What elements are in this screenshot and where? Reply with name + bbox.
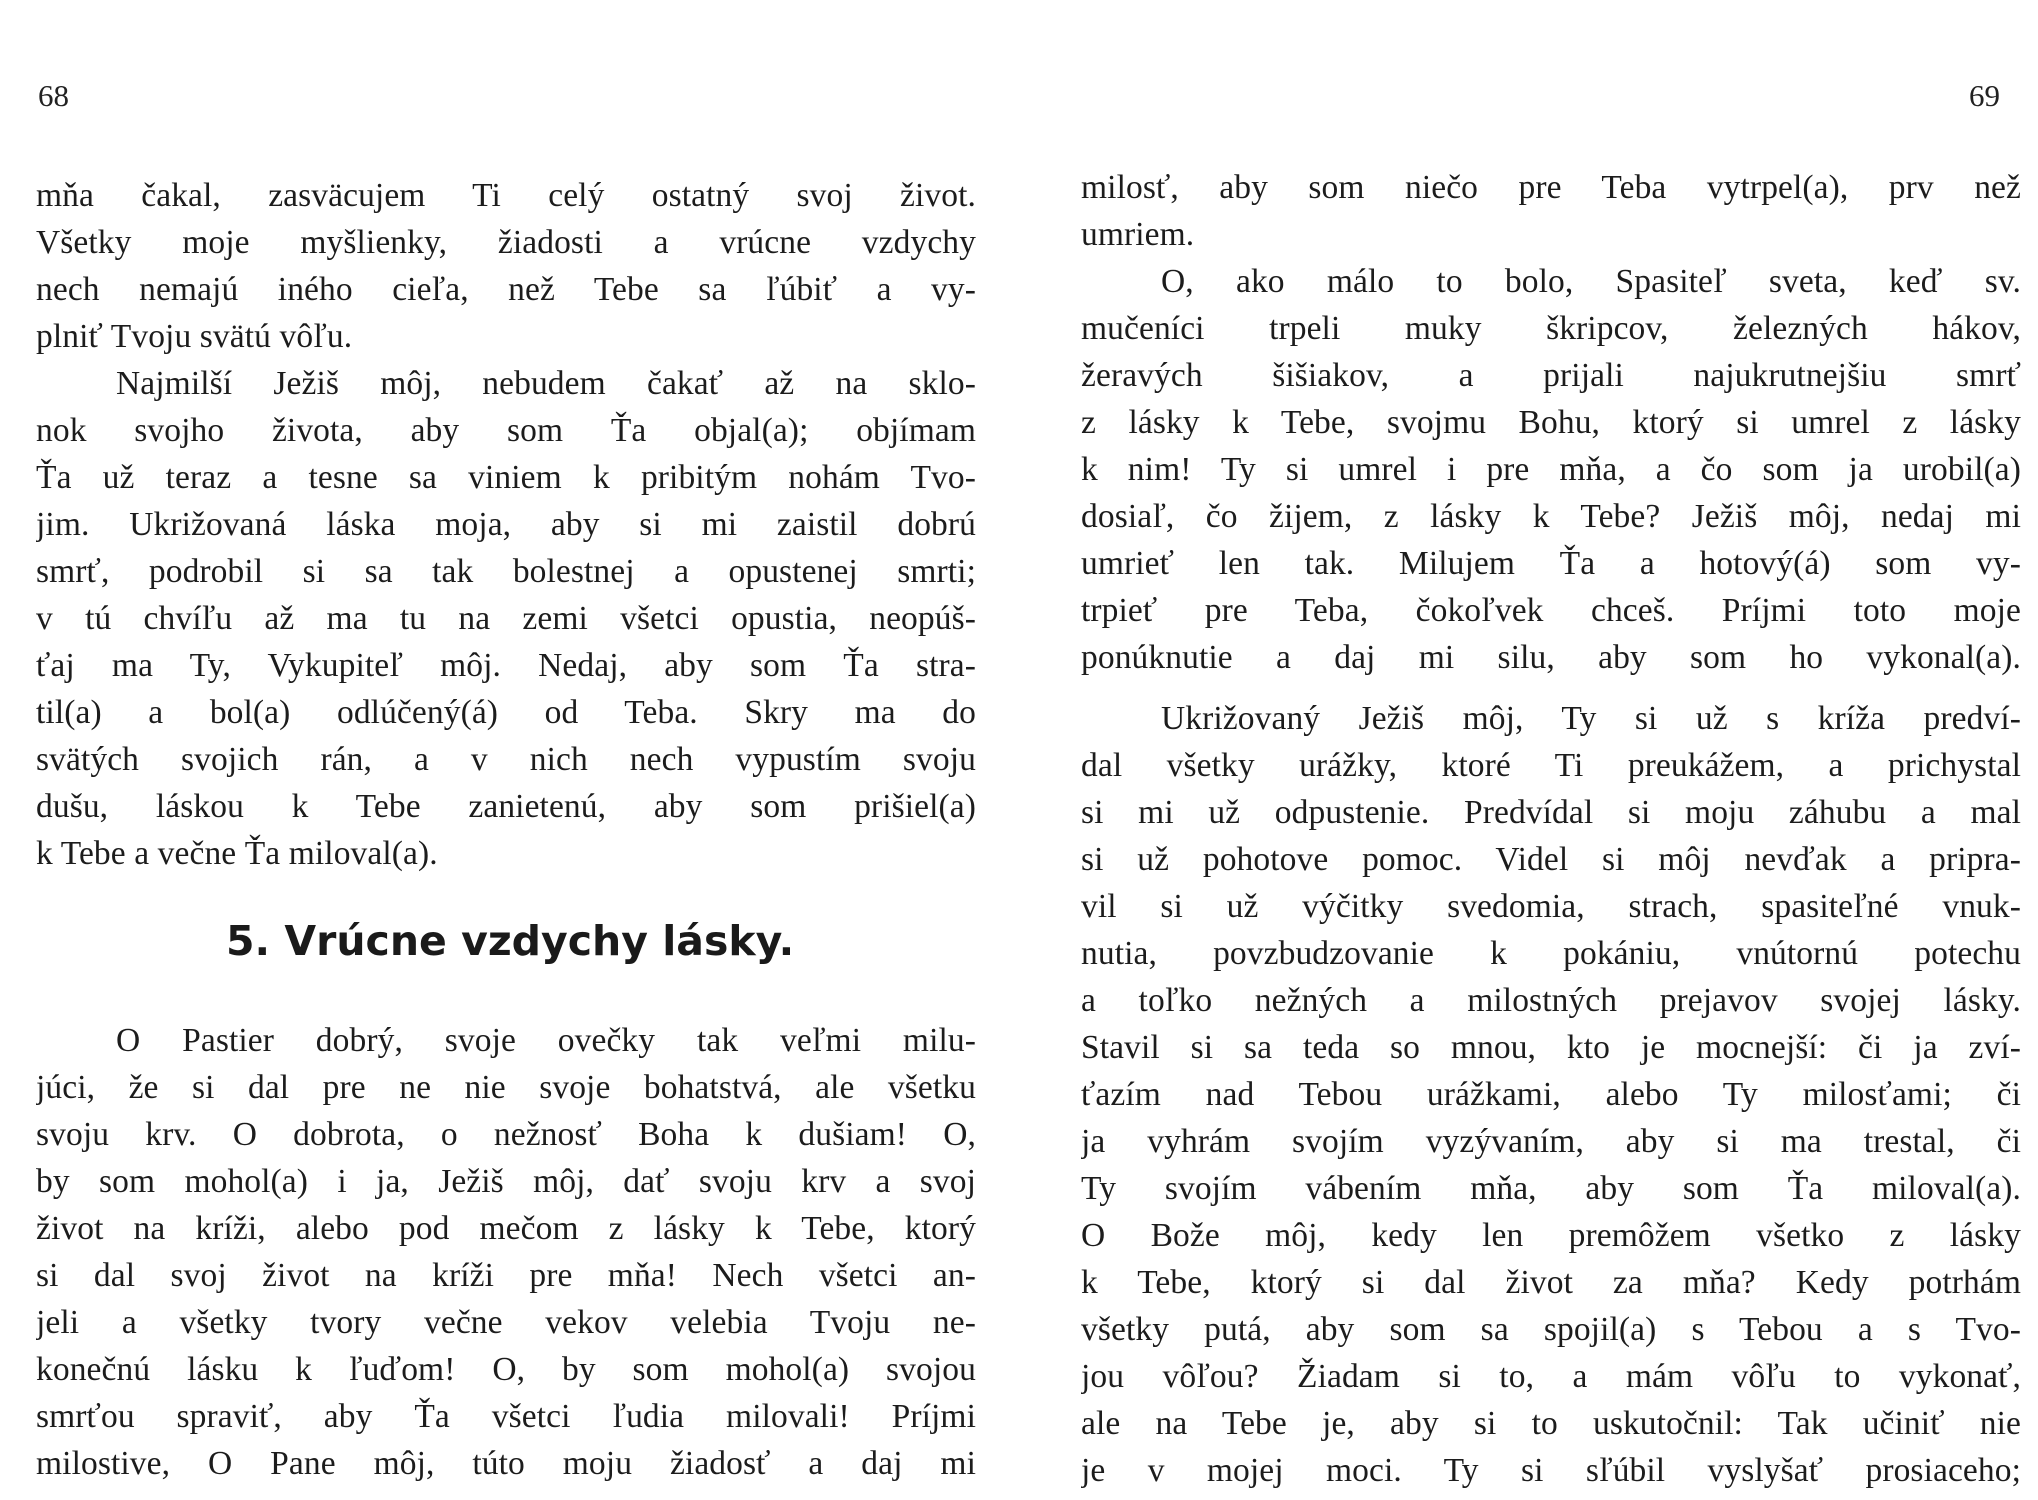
text-line: ponúknutie a daj mi silu, aby som ho vykonal(a).: [1081, 639, 2021, 676]
text-line: smrťou spraviť, aby Ťa všetci ľudia milovali! Príjmi: [36, 1398, 976, 1435]
page-number-right: 69: [1969, 78, 2000, 113]
text-line: smrť, podrobil si sa tak bolestnej a opustenej smrti;: [36, 553, 976, 590]
text-line: ťaj ma Ty, Vykupiteľ môj. Nedaj, aby som Ťa stra-: [36, 647, 976, 684]
text-line: k Tebe a večne Ťa miloval(a).: [36, 835, 438, 872]
text-line: život na kríži, alebo pod mečom z lásky k Tebe, ktorý: [36, 1210, 976, 1247]
text-line: jou vôľou? Žiadam si to, a mám vôľu to vykonať,: [1081, 1358, 2021, 1395]
text-line: si už pohotove pomoc. Videl si môj nevďak a pripra-: [1081, 841, 2021, 878]
text-line: Ty svojím vábením mňa, aby som Ťa miloval(a).: [1081, 1170, 2021, 1207]
text-line: nutia, povzbudzovanie k pokániu, vnútornú potechu: [1081, 935, 2021, 972]
text-line: si dal svoj život na kríži pre mňa! Nech všetci an-: [36, 1257, 976, 1294]
text-line: si mi už odpustenie. Predvídal si moju záhubu a mal: [1081, 794, 2021, 831]
text-line: nech nemajú iného cieľa, než Tebe sa ľúbiť a vy-: [36, 271, 976, 308]
text-line: z lásky k Tebe, svojmu Bohu, ktorý si umrel z lásky: [1081, 404, 2021, 441]
text-line: všetky putá, aby som sa spojil(a) s Tebou a s Tvo-: [1081, 1311, 2021, 1348]
text-line: žeravých šišiakov, a prijali najukrutnejšiu smrť: [1081, 357, 2021, 394]
text-line: by som mohol(a) i ja, Ježiš môj, dať svoju krv a svoj: [36, 1163, 976, 1200]
text-line: v tú chvíľu až ma tu na zemi všetci opustia, neopúš-: [36, 600, 976, 637]
right-page: [1019, 0, 2038, 1500]
text-line: k nim! Ty si umrel i pre mňa, a čo som ja urobil(a): [1081, 451, 2021, 488]
text-line: nok svojho života, aby som Ťa objal(a); objímam: [36, 412, 976, 449]
text-line: O Pastier dobrý, svoje ovečky tak veľmi milu-: [116, 1022, 976, 1059]
text-line: dal všetky urážky, ktoré Ti preukážem, a prichystal: [1081, 747, 2021, 784]
text-line: trpieť pre Teba, čokoľvek chceš. Príjmi toto moje: [1081, 592, 2021, 629]
text-line: milosť, aby som niečo pre Teba vytrpel(a), prv než: [1081, 169, 2021, 206]
text-line: jeli a všetky tvory večne vekov velebia Tvoju ne-: [36, 1304, 976, 1341]
text-line: milostive, O Pane môj, túto moju žiadosť a daj mi: [36, 1445, 976, 1482]
text-line: O, ako málo to bolo, Spasiteľ sveta, keď sv.: [1161, 263, 2021, 300]
text-line: O Bože môj, kedy len premôžem všetko z lásky: [1081, 1217, 2021, 1254]
text-line: ťazím nad Tebou urážkami, alebo Ty milosťami; či: [1081, 1076, 2021, 1113]
text-line: k Tebe, ktorý si dal život za mňa? Kedy potrhám: [1081, 1264, 2021, 1301]
text-line: vil si už výčitky svedomia, strach, spasiteľné vnuk-: [1081, 888, 2021, 925]
text-line: ja vyhrám svojím vyzývaním, aby si ma trestal, či: [1081, 1123, 2021, 1160]
text-line: a toľko nežných a milostných prejavov svojej lásky.: [1081, 982, 2021, 1019]
right-body-text: [1081, 164, 2021, 1494]
text-line: umrieť len tak. Milujem Ťa a hotový(á) som vy-: [1081, 545, 2021, 582]
paragraph-gap: [1081, 681, 2021, 695]
text-line: umriem.: [1081, 216, 1195, 253]
text-line: plniť Tvoju svätú vôľu.: [36, 318, 353, 355]
text-line: dosiaľ, čo žijem, z lásky k Tebe? Ježiš môj, nedaj mi: [1081, 498, 2021, 535]
section-heading: 5. Vrúcne vzdychy lásky.: [226, 917, 795, 965]
text-line: konečnú lásku k ľuďom! O, by som mohol(a) svojou: [36, 1351, 976, 1388]
text-line: svätých svojich rán, a v nich nech vypustím svoju: [36, 741, 976, 778]
left-section-text: [36, 1017, 976, 1487]
text-line: dušu, láskou k Tebe zanietenú, aby som prišiel(a): [36, 788, 976, 825]
text-line: Najmilší Ježiš môj, nebudem čakať až na sklo-: [116, 365, 976, 402]
text-line: til(a) a bol(a) odlúčený(á) od Teba. Skry ma do: [36, 694, 976, 731]
text-line: júci, že si dal pre ne nie svoje bohatstvá, ale všetku: [36, 1069, 976, 1106]
text-line: Ukrižovaný Ježiš môj, Ty si už s kríža predví-: [1161, 700, 2021, 737]
text-line: je v mojej moci. Ty si sľúbil vyslyšať prosiaceho;: [1081, 1452, 2021, 1489]
text-line: svoju krv. O dobrota, o nežnosť Boha k dušiam! O,: [36, 1116, 976, 1153]
text-line: mučeníci trpeli muky škripcov, železných hákov,: [1081, 310, 2021, 347]
text-line: Ťa už teraz a tesne sa viniem k pribitým nohám Tvo-: [36, 459, 976, 496]
text-line: mňa čakal, zasväcujem Ti celý ostatný svoj život.: [36, 177, 976, 214]
text-line: Všetky moje myšlienky, žiadosti a vrúcne vzdychy: [36, 224, 976, 261]
text-line: Stavil si sa teda so mnou, kto je mocnejší: či ja zví-: [1081, 1029, 2021, 1066]
page-number-left: 68: [38, 78, 69, 113]
text-line: ale na Tebe je, aby si to uskutočnil: Tak učiniť nie: [1081, 1405, 2021, 1442]
left-top-text: [36, 172, 976, 877]
text-line: jim. Ukrižovaná láska moja, aby si mi zaistil dobrú: [36, 506, 976, 543]
